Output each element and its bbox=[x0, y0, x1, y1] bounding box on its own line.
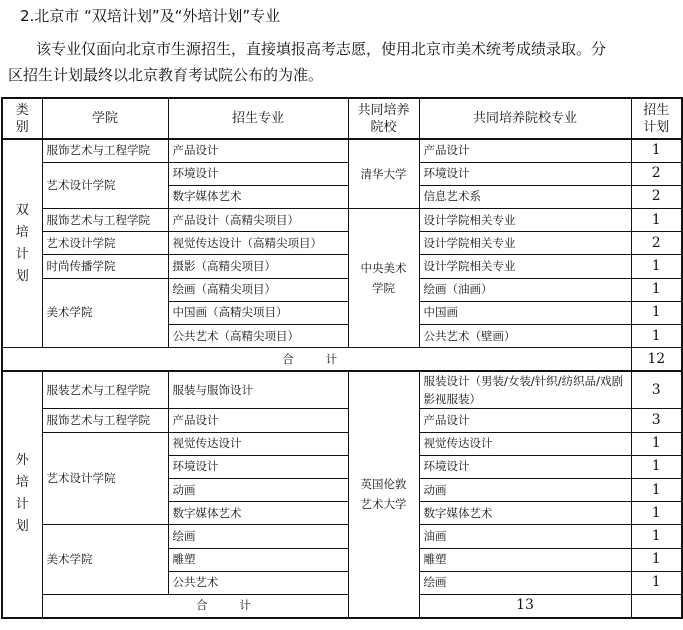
table-header-row bbox=[2, 98, 682, 139]
partner-major-cell: 数字媒体艺术 bbox=[419, 502, 631, 525]
partner-school-cell: 英国伦敦艺术大学 bbox=[348, 371, 419, 618]
table-row bbox=[2, 232, 682, 255]
major-cell: 数字媒体艺术 bbox=[168, 185, 348, 208]
partner-major-cell: 绘画 bbox=[419, 571, 631, 594]
partner-major-cell: 设计学院相关专业 bbox=[419, 232, 631, 255]
major-cell: 公共艺术 bbox=[168, 571, 348, 594]
header-major: 招生专业 bbox=[168, 98, 348, 139]
major-cell: 产品设计 bbox=[168, 409, 348, 432]
major-cell: 公共艺术（高精尖项目） bbox=[168, 325, 348, 348]
major-cell: 绘画（高精尖项目） bbox=[168, 278, 348, 301]
partner-major-cell: 视觉传达设计 bbox=[419, 432, 631, 455]
major-cell: 数字媒体艺术 bbox=[168, 502, 348, 525]
total-label: 合 计 bbox=[2, 348, 631, 371]
partner-school-cell: 清华大学 bbox=[348, 139, 419, 209]
partner-school-cell: 中央美术学院 bbox=[348, 209, 419, 348]
partner-major-cell: 服装设计（男装/女装/针织/纺织品/戏剧影视服装） bbox=[419, 371, 631, 409]
major-cell: 视觉传达设计（高精尖项目） bbox=[168, 232, 348, 255]
table-row bbox=[2, 371, 682, 409]
table-row bbox=[2, 525, 682, 548]
partner-major-cell: 设计学院相关专业 bbox=[419, 255, 631, 278]
college-cell: 美术学院 bbox=[42, 525, 168, 595]
category-cell: 双培计划 bbox=[2, 139, 42, 348]
college-cell: 艺术设计学院 bbox=[42, 232, 168, 255]
college-cell: 时尚传播学院 bbox=[42, 255, 168, 278]
partner-major-cell: 油画 bbox=[419, 525, 631, 548]
plan-cell: 1 bbox=[631, 455, 682, 478]
plan-cell: 1 bbox=[631, 432, 682, 455]
major-cell: 环境设计 bbox=[168, 162, 348, 185]
plan-cell: 1 bbox=[631, 209, 682, 232]
major-cell: 视觉传达设计 bbox=[168, 432, 348, 455]
total-value: 13 bbox=[419, 594, 631, 617]
plan-cell: 2 bbox=[631, 232, 682, 255]
intro-paragraph bbox=[0, 36, 683, 88]
plan-cell: 1 bbox=[631, 502, 682, 525]
table-row bbox=[2, 409, 682, 432]
major-cell: 摄影（高精尖项目） bbox=[168, 255, 348, 278]
total-row bbox=[2, 348, 682, 371]
section-heading: 2.北京市 “双培计划”及“外培计划”专业 bbox=[20, 7, 281, 25]
header-partner-major: 共同培养院校专业 bbox=[419, 98, 631, 139]
plan-cell: 1 bbox=[631, 548, 682, 571]
enrollment-plan-table bbox=[1, 97, 683, 619]
total-row bbox=[2, 594, 682, 617]
major-cell: 服装与服饰设计 bbox=[168, 371, 348, 409]
partner-major-cell: 公共艺术（壁画） bbox=[419, 325, 631, 348]
partner-major-cell: 信息艺术系 bbox=[419, 185, 631, 208]
category-cell: 外培计划 bbox=[2, 371, 42, 618]
major-cell: 产品设计（高精尖项目） bbox=[168, 209, 348, 232]
plan-cell: 1 bbox=[631, 478, 682, 501]
major-cell: 产品设计 bbox=[168, 139, 348, 162]
partner-major-cell: 产品设计 bbox=[419, 139, 631, 162]
college-cell: 美术学院 bbox=[42, 278, 168, 348]
partner-major-cell: 设计学院相关专业 bbox=[419, 209, 631, 232]
major-cell: 绘画 bbox=[168, 525, 348, 548]
college-cell: 服饰艺术与工程学院 bbox=[42, 409, 168, 432]
header-college: 学院 bbox=[42, 98, 168, 139]
major-cell: 雕塑 bbox=[168, 548, 348, 571]
major-cell: 中国画（高精尖项目） bbox=[168, 301, 348, 324]
plan-cell: 1 bbox=[631, 255, 682, 278]
college-cell: 服饰艺术与工程学院 bbox=[42, 209, 168, 232]
plan-cell: 1 bbox=[631, 139, 682, 162]
header-plan: 招生计划 bbox=[631, 98, 682, 139]
intro-line-2: 区招生计划最终以北京教育考试院公布的为准。 bbox=[8, 66, 324, 84]
plan-cell: 1 bbox=[631, 571, 682, 594]
partner-major-cell: 产品设计 bbox=[419, 409, 631, 432]
table-row bbox=[2, 255, 682, 278]
partner-major-cell: 雕塑 bbox=[419, 548, 631, 571]
intro-line-1: 该专业仅面向北京市生源招生，直接填报高考志愿，使用北京市美术统考成绩录取。分 bbox=[36, 40, 607, 58]
table-row bbox=[2, 162, 682, 185]
college-cell: 服饰艺术与工程学院 bbox=[42, 139, 168, 162]
plan-cell: 1 bbox=[631, 301, 682, 324]
partner-major-cell: 中国画 bbox=[419, 301, 631, 324]
plan-cell: 1 bbox=[631, 525, 682, 548]
major-cell: 动画 bbox=[168, 478, 348, 501]
table-row bbox=[2, 139, 682, 162]
total-label: 合 计 bbox=[42, 594, 419, 617]
plan-cell: 3 bbox=[631, 409, 682, 432]
table-row bbox=[2, 278, 682, 301]
plan-cell: 1 bbox=[631, 325, 682, 348]
partner-major-cell: 环境设计 bbox=[419, 455, 631, 478]
header-partner-school: 共同培养院校 bbox=[348, 98, 419, 139]
partner-major-cell: 动画 bbox=[419, 478, 631, 501]
table-row bbox=[2, 432, 682, 455]
college-cell: 艺术设计学院 bbox=[42, 162, 168, 208]
table-row bbox=[2, 209, 682, 232]
plan-cell: 2 bbox=[631, 162, 682, 185]
college-cell: 艺术设计学院 bbox=[42, 432, 168, 525]
college-cell: 服装艺术与工程学院 bbox=[42, 371, 168, 409]
plan-cell: 2 bbox=[631, 185, 682, 208]
total-value: 12 bbox=[631, 348, 682, 371]
header-category: 类别 bbox=[2, 98, 42, 139]
plan-cell: 1 bbox=[631, 278, 682, 301]
major-cell: 环境设计 bbox=[168, 455, 348, 478]
partner-major-cell: 绘画（油画） bbox=[419, 278, 631, 301]
partner-major-cell: 环境设计 bbox=[419, 162, 631, 185]
plan-cell: 3 bbox=[631, 371, 682, 409]
